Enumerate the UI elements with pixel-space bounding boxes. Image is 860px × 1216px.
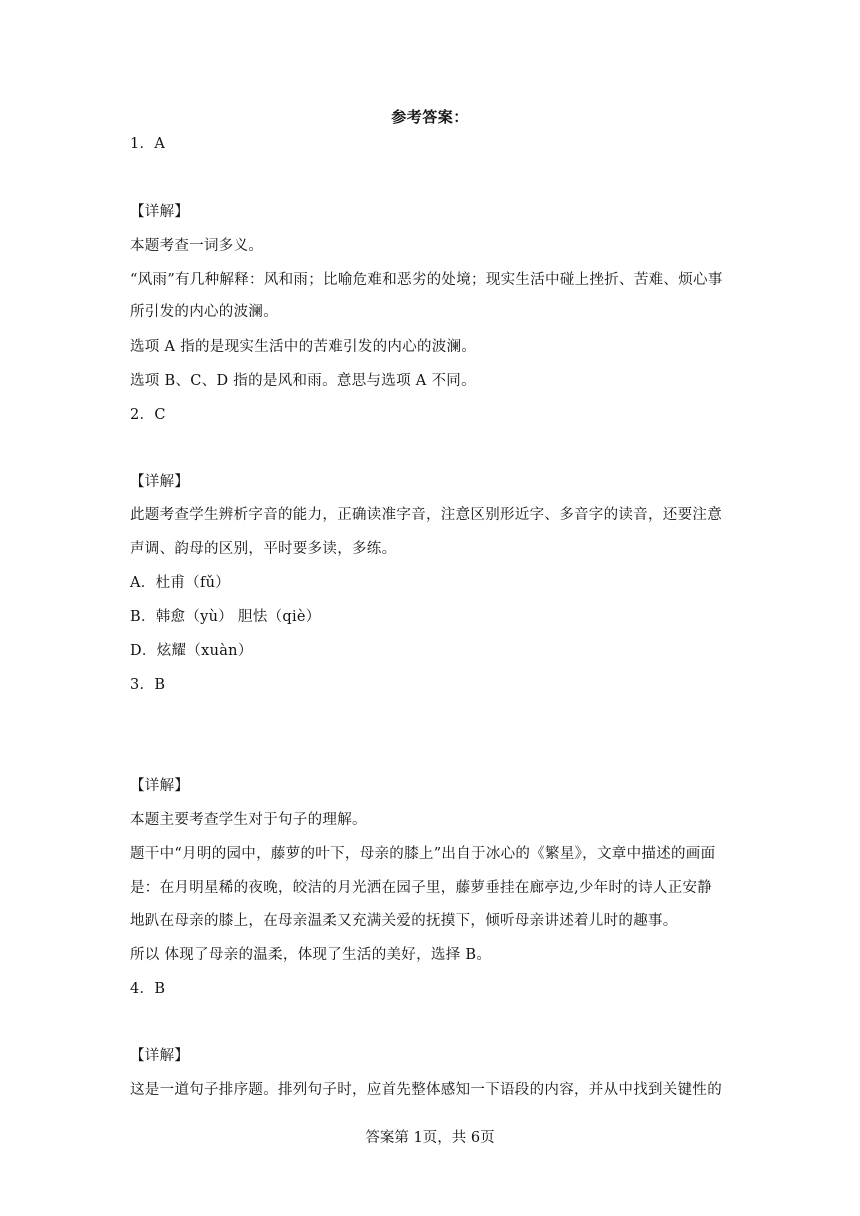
answer-4-section-label: 【详解】 — [130, 1048, 190, 1064]
answer-2-line: D．炫耀（xuàn） — [130, 643, 253, 659]
answer-1-line: “风雨”有几种解释：风和雨；比喻危难和恶劣的处境；现实生活中碰上挫折、苦难、烦心事 — [130, 272, 723, 288]
answer-3-line: 本题主要考查学生对于句子的理解。 — [130, 812, 367, 828]
answer-2-line: A．杜甫（fǔ） — [130, 575, 231, 591]
answer-4-line: 这是一道句子排序题。排列句子时，应首先整体感知一下语段的内容，并从中找到关键性的 — [130, 1082, 722, 1098]
answer-2-header: 2．C — [130, 407, 166, 423]
answer-2-line: 声调、韵母的区别，平时要多读，多练。 — [130, 541, 397, 557]
answer-1-line: 本题考查一词多义。 — [130, 238, 264, 254]
answer-1-line: 所引发的内心的波澜。 — [130, 304, 278, 320]
answer-2-section-label: 【详解】 — [130, 474, 190, 490]
page-footer: 答案第 1页，共 6页 — [365, 1130, 495, 1146]
answer-3-line: 是：在月明星稀的夜晚，皎洁的月光洒在园子里，藤萝垂挂在廊亭边,少年时的诗人正安静 — [130, 880, 713, 896]
answer-4-header: 4．B — [130, 981, 166, 997]
answer-1-header: 1．A — [130, 136, 166, 152]
answer-2-line: 此题考查学生辨析字音的能力，正确读准字音，注意区别形近字、多音字的读音，还要注意 — [130, 507, 722, 523]
answer-1-line: 选项 A 指的是现实生活中的苦难引发的内心的波澜。 — [130, 339, 477, 355]
answer-2-line: B．韩愈（yù） 胆怯（qiè） — [130, 609, 321, 625]
answer-3-line: 题干中“月明的园中，藤萝的叶下，母亲的膝上”出自于冰心的《繁星》，文章中描述的画面 — [130, 846, 716, 862]
answer-1-section-label: 【详解】 — [130, 204, 190, 220]
answer-3-section-label: 【详解】 — [130, 778, 190, 794]
answer-3-header: 3．B — [130, 677, 166, 693]
page-title: 参考答案： — [391, 108, 469, 126]
answer-1-line: 选项 B、C、D 指的是风和雨。意思与选项 A 不同。 — [130, 373, 476, 389]
answer-3-line: 所以 体现了母亲的温柔，体现了生活的美好，选择 B。 — [130, 947, 492, 963]
answer-3-line: 地趴在母亲的膝上，在母亲温柔又充满关爱的抚摸下，倾听母亲讲述着儿时的趣事。 — [130, 913, 678, 929]
